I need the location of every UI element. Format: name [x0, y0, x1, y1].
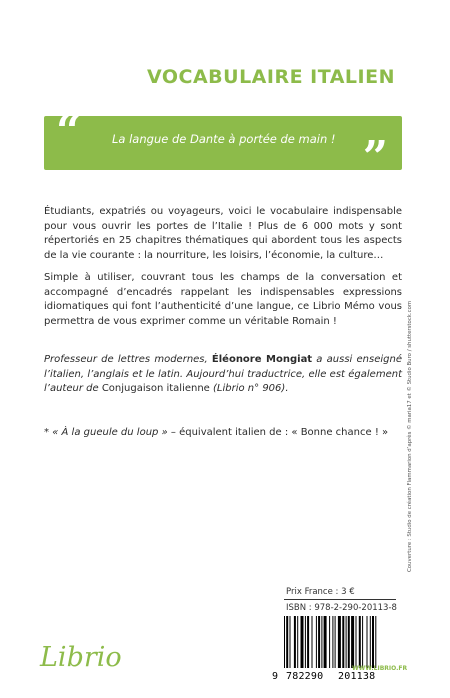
footnote-star: *	[44, 427, 53, 438]
barcode-bar	[307, 616, 309, 668]
cover-credit: Couverture : Studio de création Flammarion d’après © maria17 et © Studio Buro / shutterstock.com	[407, 300, 413, 572]
barcode-bar	[332, 616, 333, 668]
barcode-bar	[370, 616, 371, 668]
barcode-bar	[318, 616, 320, 668]
barcode-bar	[367, 616, 368, 668]
barcode-bar	[346, 616, 347, 668]
related-book-title: Conjugaison italienne	[101, 383, 210, 395]
barcode-bar	[294, 616, 296, 668]
footnote-rest: – équivalent italien de : « Bonne chance ! »	[167, 427, 389, 438]
barcode-digits-left: 782290	[286, 671, 324, 682]
website: WWW.LIBRIO.FR	[352, 665, 408, 672]
description-paragraph-2: Simple à utiliser, couvrant tous les champs de la conversation et accompagné d’encadrés rappelant les indispensables expressions idiomatiques qui font l’authenticité d’une langue, ce Librio Mémo vous permettra de vous exprimer comme un véritable Romain !	[44, 272, 402, 327]
librio-logo: Librio	[40, 642, 122, 673]
price: Prix France : 3 €	[286, 587, 355, 597]
barcode-bar	[335, 616, 336, 668]
footnote-italian: « À la gueule du loup »	[52, 427, 168, 438]
barcode-bar	[356, 616, 357, 668]
barcode-bar	[342, 616, 344, 668]
tagline-text: La langue de Dante à portée de main !	[112, 132, 336, 146]
book-title: VOCABULAIRE ITALIEN	[146, 66, 395, 88]
author-bio-suffix: (Librio n° 906).	[209, 383, 289, 395]
barcode-bar	[290, 616, 291, 668]
author-bio-prefix: Professeur de lettres modernes,	[44, 354, 212, 365]
barcode-bar	[359, 616, 361, 668]
barcode-bar	[316, 616, 317, 668]
isbn: ISBN : 978-2-290-20113-8	[286, 603, 397, 613]
close-quote-icon: ”	[362, 132, 388, 183]
barcode-digits-right: 201138	[338, 671, 376, 682]
tagline-banner	[44, 106, 402, 183]
footnote	[44, 427, 402, 438]
barcode-bars	[272, 614, 404, 670]
price-divider	[284, 599, 396, 600]
barcode-bar	[362, 616, 363, 668]
author-bio	[44, 353, 402, 397]
barcode-bar	[305, 616, 306, 668]
barcode-bar	[284, 616, 285, 668]
barcode-bar	[301, 616, 304, 668]
author-name: Éléonore Mongiat	[211, 354, 313, 365]
barcode-bar	[297, 616, 298, 668]
description-paragraph-1: Étudiants, expatriés ou voyageurs, voici le vocabulaire indispensable pour vous ouvrir les portes de l’Italie ! Plus de 6 000 mots y sont répertoriés en 25 chapitres thématiques qui abordent tous les aspects de la vie courante : la nourriture, les loisirs, l’économie, la culture…	[44, 206, 402, 261]
barcode-bar	[372, 616, 374, 668]
barcode	[272, 614, 404, 688]
barcode-bar	[338, 616, 341, 668]
barcode-bar	[324, 616, 327, 668]
barcode-bar	[312, 616, 313, 668]
open-quote-icon: “	[56, 106, 82, 157]
barcode-bar	[286, 616, 288, 668]
barcode-bar	[351, 616, 354, 668]
barcode-bar	[348, 616, 350, 668]
barcode-bar	[329, 616, 330, 668]
barcode-bar	[375, 616, 376, 668]
barcode-bar	[321, 616, 322, 668]
author-bio-middle: a aussi enseigné l’italien, l’anglais et le latin. Aujourd’hui traductrice, elle est également l’auteur de	[44, 354, 402, 395]
barcode-first-digit: 9	[272, 671, 279, 682]
